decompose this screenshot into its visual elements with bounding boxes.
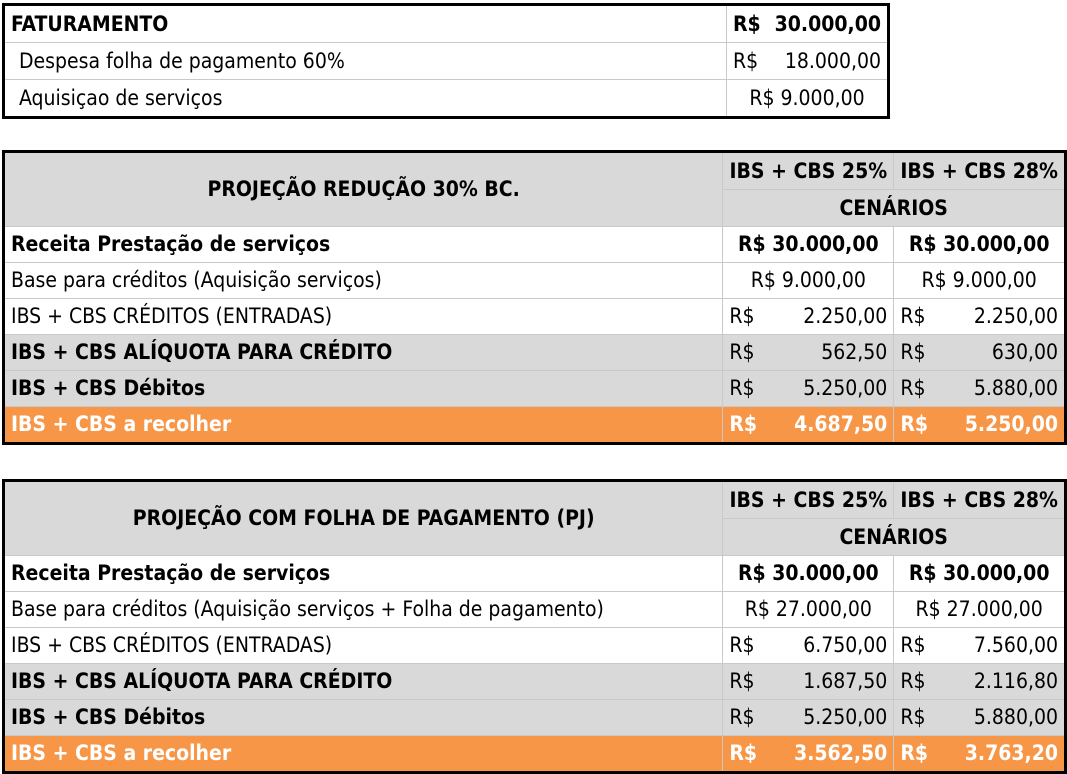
value-25 [723, 736, 894, 773]
value-25: R$ 9.000,00 [723, 263, 894, 299]
currency-symbol: R$ [900, 412, 929, 436]
currency-symbol: R$ [729, 376, 755, 400]
currency-symbol: R$ [900, 633, 926, 657]
value-25: R$ 27.000,00 [723, 592, 894, 628]
currency-symbol: R$ [900, 376, 926, 400]
summary-label: Despesa folha de pagamento 60% [4, 43, 727, 80]
value-28: R$ 30.000,00 [894, 227, 1066, 263]
scenario-header-25: IBS + CBS 25% [723, 152, 894, 190]
currency-symbol: R$ [729, 304, 755, 328]
amount: 2.116,80 [973, 669, 1058, 693]
value-28 [894, 628, 1066, 664]
amount: 5.880,00 [973, 705, 1058, 729]
value-25 [723, 628, 894, 664]
amount: 1.687,50 [803, 669, 888, 693]
row-base-creditos [4, 263, 1066, 299]
row-a-recolher [4, 736, 1066, 773]
scenario-header-28: IBS + CBS 28% [894, 152, 1066, 190]
amount: 6.750,00 [803, 633, 888, 657]
value-25 [723, 700, 894, 736]
row-label: IBS + CBS CRÉDITOS (ENTRADAS) [4, 299, 723, 335]
amount: 7.560,00 [973, 633, 1058, 657]
summary-value [727, 5, 889, 43]
row-label: Base para créditos (Aquisição serviços + Folha de pagamento) [4, 592, 723, 628]
amount: 5.880,00 [973, 376, 1058, 400]
row-label: IBS + CBS Débitos [4, 371, 723, 407]
row-creditos-entradas [4, 299, 1066, 335]
summary-table [2, 3, 890, 119]
row-label: IBS + CBS ALÍQUOTA PARA CRÉDITO [4, 664, 723, 700]
amount: 5.250,00 [803, 705, 888, 729]
value-28 [894, 335, 1066, 371]
value-28 [894, 736, 1066, 773]
currency-symbol: R$ [900, 669, 926, 693]
currency-symbol: R$ [729, 705, 755, 729]
row-creditos-entradas [4, 628, 1066, 664]
projection-reducao-table [2, 150, 1067, 445]
row-label: IBS + CBS a recolher [4, 736, 723, 773]
value-28 [894, 299, 1066, 335]
currency-symbol: R$ [729, 340, 755, 364]
row-a-recolher [4, 407, 1066, 444]
amount: 3.763,20 [964, 741, 1058, 765]
row-label: IBS + CBS Débitos [4, 700, 723, 736]
row-label: IBS + CBS CRÉDITOS (ENTRADAS) [4, 628, 723, 664]
summary-value: R$ 9.000,00 [727, 80, 889, 118]
summary-value [727, 43, 889, 80]
summary-row-faturamento [4, 5, 889, 43]
scenario-header-28: IBS + CBS 28% [894, 481, 1066, 519]
projection-title: PROJEÇÃO COM FOLHA DE PAGAMENTO (PJ) [4, 481, 723, 556]
row-label: Receita Prestação de serviços [4, 556, 723, 592]
amount: 5.250,00 [964, 412, 1058, 436]
row-label: Receita Prestação de serviços [4, 227, 723, 263]
row-debitos [4, 371, 1066, 407]
currency-symbol: R$ [900, 705, 926, 729]
amount: 562,50 [821, 340, 888, 364]
value-28 [894, 407, 1066, 444]
value-28 [894, 700, 1066, 736]
summary-row-aquisicao [4, 80, 889, 118]
amount: 2.250,00 [803, 304, 888, 328]
row-label: Base para créditos (Aquisição serviços) [4, 263, 723, 299]
currency-symbol: R$ [729, 633, 755, 657]
value-25 [723, 299, 894, 335]
value-25 [723, 407, 894, 444]
row-receita [4, 227, 1066, 263]
currency-symbol: R$ [900, 340, 926, 364]
currency-symbol: R$ [900, 741, 929, 765]
amount: 2.250,00 [973, 304, 1058, 328]
currency-symbol: R$ [729, 741, 758, 765]
value-25: R$ 30.000,00 [723, 556, 894, 592]
currency-symbol: R$ [729, 412, 758, 436]
projection-folha-table [2, 479, 1067, 774]
currency-symbol: R$ [729, 669, 755, 693]
row-aliquota-credito [4, 335, 1066, 371]
row-label: IBS + CBS a recolher [4, 407, 723, 444]
amount: 4.687,50 [794, 412, 888, 436]
amount: 630,00 [991, 340, 1058, 364]
amount: 3.562,50 [794, 741, 888, 765]
row-base-creditos [4, 592, 1066, 628]
row-aliquota-credito [4, 664, 1066, 700]
amount: 18.000,00 [784, 48, 881, 73]
value-28: R$ 9.000,00 [894, 263, 1066, 299]
row-debitos [4, 700, 1066, 736]
value-28: R$ 30.000,00 [894, 556, 1066, 592]
projection-title: PROJEÇÃO REDUÇÃO 30% BC. [4, 152, 723, 227]
value-28 [894, 664, 1066, 700]
currency-symbol: R$ [900, 304, 926, 328]
scenarios-label: CENÁRIOS [723, 519, 1066, 556]
value-28 [894, 371, 1066, 407]
value-25: R$ 30.000,00 [723, 227, 894, 263]
value-25 [723, 335, 894, 371]
value-25 [723, 371, 894, 407]
row-receita [4, 556, 1066, 592]
currency-symbol: R$ [733, 11, 761, 36]
amount: 5.250,00 [803, 376, 888, 400]
scenario-header-25: IBS + CBS 25% [723, 481, 894, 519]
scenarios-label: CENÁRIOS [723, 190, 1066, 227]
amount: 30.000,00 [774, 11, 881, 36]
summary-label: FATURAMENTO [4, 5, 727, 43]
summary-label: Aquisiçao de serviços [4, 80, 727, 118]
value-28: R$ 27.000,00 [894, 592, 1066, 628]
currency-symbol: R$ [733, 48, 759, 73]
row-label: IBS + CBS ALÍQUOTA PARA CRÉDITO [4, 335, 723, 371]
value-25 [723, 664, 894, 700]
summary-row-despesa [4, 43, 889, 80]
